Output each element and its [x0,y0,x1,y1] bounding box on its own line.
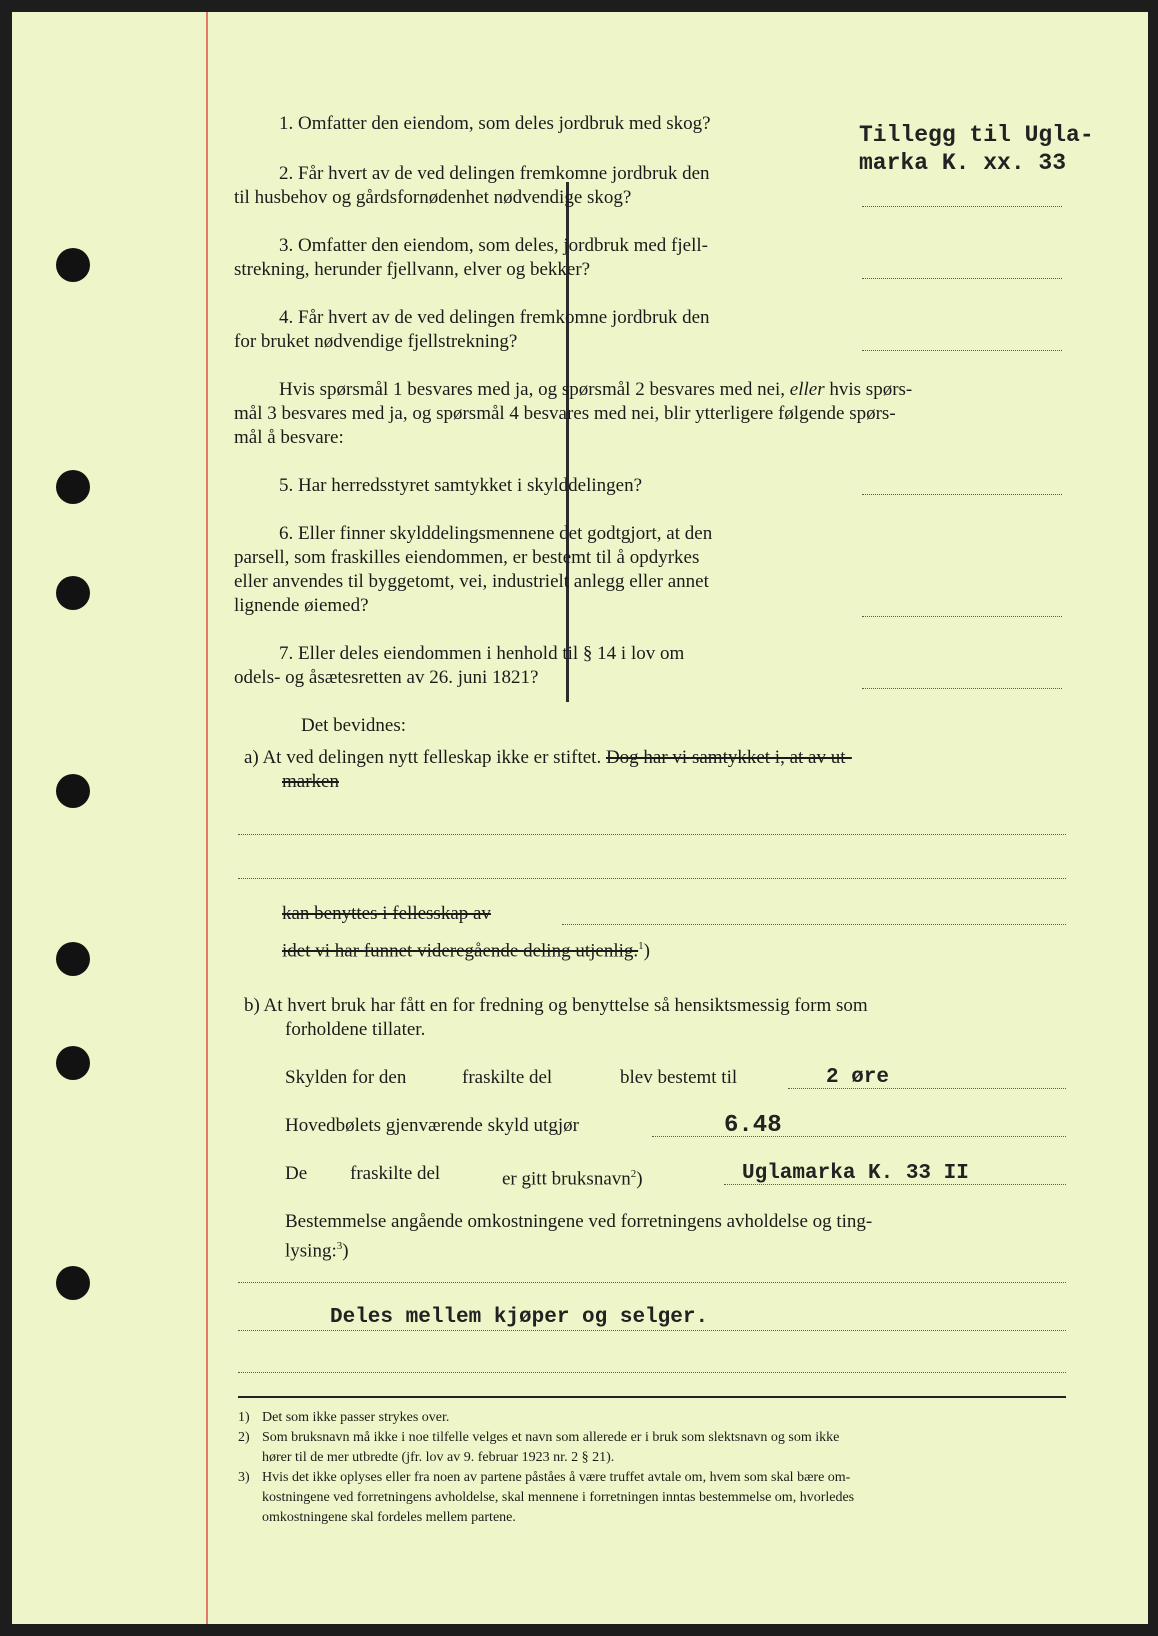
condition-line-2: mål 3 besvares med ja, og spørsmål 4 besvares med nei, blir ytterligere følgende spørs- [234,403,896,424]
bruk-value: Uglamarka K. 33 II [742,1162,969,1185]
answer-line-7 [862,688,1062,689]
answer-line-2 [862,206,1062,207]
question-1: 1. Omfatter den eiendom, som deles jordbruk med skog? [279,113,711,134]
blank-line [238,1372,1066,1373]
answer-line-5 [862,494,1062,495]
skyld-label-1: Skylden for den [285,1067,407,1088]
answer-line-4 [862,350,1062,351]
struck-text: Dog har vi samtykket i, at av ut- [605,747,852,768]
blank-line [238,878,1066,879]
certify-heading: Det bevidnes: [301,715,407,736]
certify-b-line-1: b) At hvert bruk har fått en for fredning og benyttelse så hensiktsmessig form som [244,995,868,1016]
condition-text: hvis spørs- [829,379,913,400]
blank-line [562,924,1066,925]
footnote-ref: 3 [336,1240,343,1252]
footnote-ref: 2 [630,1168,637,1180]
skyld-label-3: blev bestemt til [620,1067,738,1088]
footnote-mark: 2) [238,1430,250,1445]
question-7-line-2: odels- og åsætesretten av 26. juni 1821? [234,667,539,688]
punch-hole [56,576,90,610]
footnote-separator [238,1396,1066,1398]
answer-line-3 [862,278,1062,279]
best-field-line [238,1330,1066,1331]
hoved-value: 6.48 [724,1112,782,1139]
hoved-field-line [652,1136,1066,1137]
punch-hole [56,774,90,808]
answer-line-6 [862,616,1062,617]
question-6-line-2: parsell, som fraskilles eiendommen, er bestemt til å opdyrkes [234,547,700,568]
certify-a-line-1 [244,746,852,770]
struck-text: idet vi har funnet videregående deling utjenlig. [282,940,639,962]
struck-text: kan benyttes i fellesskap av [282,903,491,924]
footnote-2-line-2: hører til de mer utbredte (jfr. lov av 9. februar 1923 nr. 2 § 21). [262,1450,615,1465]
typed-note-line-2: marka K. xx. 33 [859,150,1067,176]
question-4-line-2: for bruket nødvendige fjellstrekning? [234,331,518,352]
best-label-text: lysing: [285,1240,337,1262]
punch-hole [56,470,90,504]
footnote-3-line-2: kostningene ved forretningens avholdelse, skal mennene i forretningen inntas bestemmelse om, hvorledes [262,1490,855,1505]
condition-emphasis: eller [789,379,825,400]
footnote-close: ) [342,1240,349,1262]
punch-hole [56,942,90,976]
question-4-line-1: 4. Får hvert av de ved delingen fremkomne jordbruk den [279,307,710,328]
bruk-label-2: fraskilte del [350,1163,441,1184]
bruk-label-3 [502,1162,643,1191]
footnote-mark: 3) [238,1470,250,1485]
struck-line-4 [282,934,650,963]
skyld-label-2: fraskilte del [462,1067,553,1088]
question-6-line-3: eller anvendes til byggetomt, vei, industrielt anlegg eller annet [234,571,709,592]
condition-text: Hvis spørsmål 1 besvares med ja, og spørsmål 2 besvares med nei, [279,379,786,400]
skyld-value: 2 øre [826,1066,890,1089]
condition-line-3: mål å besvare: [234,427,344,448]
question-7-line-1: 7. Eller deles eiendommen i henhold til § 14 i lov om [279,643,685,664]
question-3-line-1: 3. Omfatter den eiendom, som deles, jordbruk med fjell- [279,235,708,256]
footnote-3-line-3: omkostningene skal fordeles mellem partene. [262,1510,516,1525]
footnote-close: ) [636,1168,643,1190]
punch-hole [56,1046,90,1080]
certify-b-line-2: forholdene tillater. [285,1019,426,1040]
question-5: 5. Har herredsstyret samtykket i skylddelingen? [279,475,643,496]
punch-hole [56,248,90,282]
struck-text: marken [282,771,339,792]
footnote-ref: 1 [638,940,644,952]
bruk-label-1: De [285,1163,308,1184]
hoved-label: Hovedbølets gjenværende skyld utgjør [285,1115,579,1136]
condition-line-1 [279,378,912,402]
certify-a-text: a) At ved delingen nytt felleskap ikke er stiftet. [244,747,602,768]
bruk-label-text: er gitt bruksnavn [502,1168,631,1190]
document-page [12,12,1148,1624]
question-6-line-1: 6. Eller finner skylddelingsmennene det godtgjort, at den [279,523,713,544]
best-label-2 [285,1234,349,1263]
blank-line [238,834,1066,835]
footnote-close: ) [643,940,650,962]
punch-hole [56,1266,90,1300]
red-margin-line [206,12,208,1624]
footnote-2-line-1: Som bruksnavn må ikke i noe tilfelle velges et navn som allerede er i bruk som slektsnavn og som ikke [262,1430,840,1445]
question-3-line-2: strekning, herunder fjellvann, elver og bekker? [234,259,591,280]
best-value: Deles mellem kjøper og selger. [330,1306,709,1329]
question-6-line-4: lignende øiemed? [234,595,369,616]
footnote-mark: 1) [238,1410,250,1425]
typed-note-line-1: Tillegg til Ugla- [859,122,1094,148]
question-2-line-1: 2. Får hvert av de ved delingen fremkomne jordbruk den [279,163,710,184]
footnote-1: Det som ikke passer strykes over. [262,1410,450,1425]
best-label-1: Bestemmelse angående omkostningene ved forretningens avholdelse og ting- [285,1211,873,1232]
footnote-3-line-1: Hvis det ikke oplyses eller fra noen av partene påståes å være truffet avtale om, hvem som skal bære om- [262,1470,851,1485]
blank-line [238,1282,1066,1283]
question-2-line-2: til husbehov og gårdsfornødenhet nødvendige skog? [234,187,632,208]
